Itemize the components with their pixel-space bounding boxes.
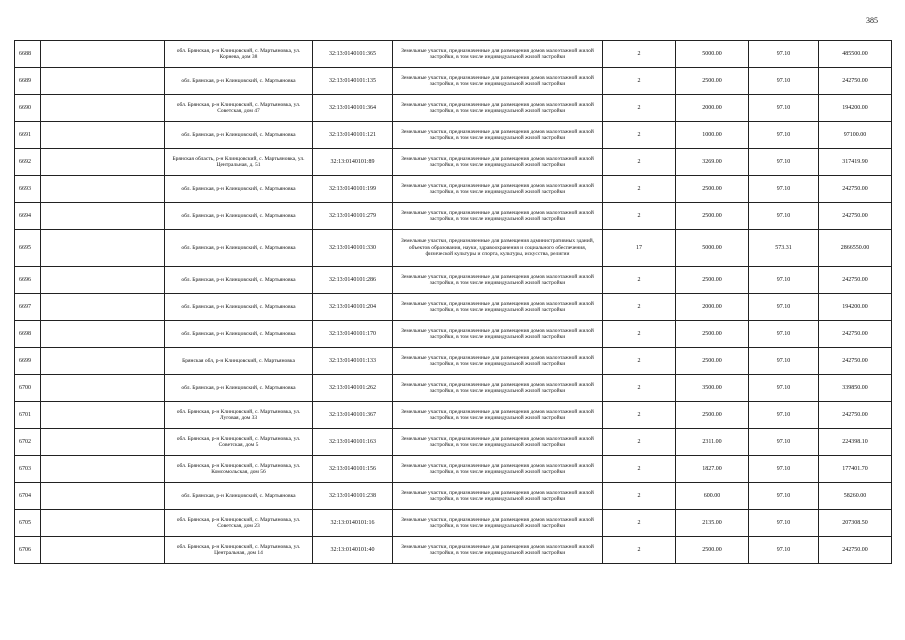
cell-cadastral-value: 485500.00 — [819, 41, 892, 68]
cell-land-use: Земельные участки, предназначенные для размещения домов малоэтажной жилой застройки, в том числе индивидуальной жилой застройки — [393, 176, 603, 203]
cell-unit-value: 97.10 — [749, 402, 819, 429]
cell-cadastral-number: 32:13:0140101:238 — [313, 483, 393, 510]
cell-area: 2500.00 — [676, 68, 749, 95]
cell-blank — [41, 230, 165, 267]
cell-row-number: 6698 — [15, 321, 41, 348]
cell-cadastral-value: 242750.00 — [819, 267, 892, 294]
cell-row-number: 6695 — [15, 230, 41, 267]
cell-cadastral-value: 177401.70 — [819, 456, 892, 483]
cell-land-use-code: 17 — [603, 230, 676, 267]
table-row — [15, 375, 892, 402]
cell-row-number: 6690 — [15, 95, 41, 122]
cell-land-use: Земельные участки, предназначенные для размещения домов малоэтажной жилой застройки, в том числе индивидуальной жилой застройки — [393, 348, 603, 375]
cell-unit-value: 97.10 — [749, 122, 819, 149]
cell-cadastral-value: 339850.00 — [819, 375, 892, 402]
cell-cadastral-number: 32:13:0140101:199 — [313, 176, 393, 203]
cell-area: 2500.00 — [676, 348, 749, 375]
cell-row-number: 6703 — [15, 456, 41, 483]
cell-cadastral-number: 32:13:0140101:135 — [313, 68, 393, 95]
cell-land-use: Земельные участки, предназначенные для размещения домов малоэтажной жилой застройки, в том числе индивидуальной жилой застройки — [393, 203, 603, 230]
cell-cadastral-number: 32:13:0140101:170 — [313, 321, 393, 348]
cell-area: 2500.00 — [676, 267, 749, 294]
cell-row-number: 6704 — [15, 483, 41, 510]
table-row — [15, 95, 892, 122]
cell-address: Брянская обл, р-н Клинцовский, с. Мартьяновка — [165, 348, 313, 375]
cell-blank — [41, 122, 165, 149]
cell-land-use: Земельные участки, предназначенные для размещения домов малоэтажной жилой застройки, в том числе индивидуальной жилой застройки — [393, 483, 603, 510]
cell-area: 2500.00 — [676, 203, 749, 230]
cell-unit-value: 97.10 — [749, 203, 819, 230]
table-row — [15, 176, 892, 203]
cell-land-use: Земельные участки, предназначенные для размещения домов малоэтажной жилой застройки, в том числе индивидуальной жилой застройки — [393, 402, 603, 429]
cell-area: 600.00 — [676, 483, 749, 510]
cell-cadastral-number: 32:13:0140101:156 — [313, 456, 393, 483]
cell-blank — [41, 537, 165, 564]
cell-blank — [41, 429, 165, 456]
cell-cadastral-number: 32:13:0140101:40 — [313, 537, 393, 564]
cell-unit-value: 97.10 — [749, 483, 819, 510]
cell-row-number: 6705 — [15, 510, 41, 537]
cell-cadastral-value: 194200.00 — [819, 95, 892, 122]
cell-land-use-code: 2 — [603, 294, 676, 321]
cell-land-use: Земельные участки, предназначенные для размещения домов малоэтажной жилой застройки, в том числе индивидуальной жилой застройки — [393, 267, 603, 294]
cell-address: обл. Брянская, р-н Клинцовский, с. Мартьяновка, ул. Советская, дом 5 — [165, 429, 313, 456]
cell-cadastral-number: 32:13:0140101:262 — [313, 375, 393, 402]
cell-row-number: 6697 — [15, 294, 41, 321]
cell-unit-value: 97.10 — [749, 321, 819, 348]
cell-cadastral-value: 242750.00 — [819, 402, 892, 429]
cell-cadastral-value: 317419.90 — [819, 149, 892, 176]
cell-address: обл. Брянская, р-н Клинцовский, с. Мартьяновка, ул. Комсомольская, дом 56 — [165, 456, 313, 483]
cell-address: обл. Брянская, р-н Клинцовский, с. Мартьяновка — [165, 203, 313, 230]
cell-blank — [41, 510, 165, 537]
cell-blank — [41, 348, 165, 375]
cell-area: 2311.00 — [676, 429, 749, 456]
cell-area: 2000.00 — [676, 95, 749, 122]
cell-cadastral-number: 32:13:0140101:286 — [313, 267, 393, 294]
cell-blank — [41, 267, 165, 294]
cell-blank — [41, 321, 165, 348]
cell-blank — [41, 176, 165, 203]
cell-area: 3500.00 — [676, 375, 749, 402]
cell-land-use: Земельные участки, предназначенные для размещения домов малоэтажной жилой застройки, в том числе индивидуальной жилой застройки — [393, 294, 603, 321]
cell-land-use-code: 2 — [603, 149, 676, 176]
cell-unit-value: 97.10 — [749, 375, 819, 402]
table-row — [15, 294, 892, 321]
cell-cadastral-value: 242750.00 — [819, 176, 892, 203]
cell-cadastral-value: 224398.10 — [819, 429, 892, 456]
table-row — [15, 402, 892, 429]
cell-land-use-code: 2 — [603, 537, 676, 564]
cell-unit-value: 97.10 — [749, 456, 819, 483]
cell-cadastral-number: 32:13:0140101:330 — [313, 230, 393, 267]
cell-cadastral-number: 32:13:0140101:365 — [313, 41, 393, 68]
cell-row-number: 6701 — [15, 402, 41, 429]
cell-address: обл. Брянская, р-н Клинцовский, с. Мартьяновка — [165, 122, 313, 149]
cell-blank — [41, 68, 165, 95]
cell-land-use-code: 2 — [603, 375, 676, 402]
cell-land-use-code: 2 — [603, 321, 676, 348]
cell-blank — [41, 402, 165, 429]
cell-cadastral-value: 97100.00 — [819, 122, 892, 149]
cell-land-use: Земельные участки, предназначенные для размещения домов малоэтажной жилой застройки, в том числе индивидуальной жилой застройки — [393, 321, 603, 348]
cell-unit-value: 97.10 — [749, 348, 819, 375]
cell-area: 5000.00 — [676, 230, 749, 267]
cell-land-use: Земельные участки, предназначенные для размещения административных зданий, объектов образования, науки, здравоохранения и социального обеспечения, физической культуры и спорта, культуры, искусства, религии — [393, 230, 603, 267]
cell-address: обл. Брянская, р-н Клинцовский, с. Мартьяновка — [165, 176, 313, 203]
cell-cadastral-number: 32:13:0140101:367 — [313, 402, 393, 429]
cell-land-use-code: 2 — [603, 456, 676, 483]
cell-land-use-code: 2 — [603, 510, 676, 537]
table-row — [15, 149, 892, 176]
cell-row-number: 6688 — [15, 41, 41, 68]
cell-area: 2500.00 — [676, 176, 749, 203]
cell-land-use-code: 2 — [603, 122, 676, 149]
cell-unit-value: 97.10 — [749, 149, 819, 176]
cell-cadastral-value: 242750.00 — [819, 348, 892, 375]
cell-area: 2135.00 — [676, 510, 749, 537]
cell-row-number: 6693 — [15, 176, 41, 203]
cell-row-number: 6702 — [15, 429, 41, 456]
cell-cadastral-value: 242750.00 — [819, 203, 892, 230]
table-row — [15, 429, 892, 456]
cell-unit-value: 97.10 — [749, 68, 819, 95]
table-row — [15, 483, 892, 510]
cell-unit-value: 573.31 — [749, 230, 819, 267]
cell-land-use: Земельные участки, предназначенные для размещения домов малоэтажной жилой застройки, в том числе индивидуальной жилой застройки — [393, 95, 603, 122]
cell-blank — [41, 456, 165, 483]
cell-row-number: 6699 — [15, 348, 41, 375]
cell-land-use-code: 2 — [603, 41, 676, 68]
cell-address: обл. Брянская, р-н Клинцовский, с. Мартьяновка, ул. Корнева, дом 38 — [165, 41, 313, 68]
cell-row-number: 6691 — [15, 122, 41, 149]
cell-area: 2000.00 — [676, 294, 749, 321]
cell-cadastral-number: 32:13:0140101:89 — [313, 149, 393, 176]
cell-cadastral-value: 242750.00 — [819, 68, 892, 95]
cell-area: 2500.00 — [676, 537, 749, 564]
cell-blank — [41, 41, 165, 68]
cell-land-use: Земельные участки, предназначенные для размещения домов малоэтажной жилой застройки, в том числе индивидуальной жилой застройки — [393, 429, 603, 456]
cell-land-use-code: 2 — [603, 95, 676, 122]
cell-land-use-code: 2 — [603, 176, 676, 203]
table-row — [15, 68, 892, 95]
cell-unit-value: 97.10 — [749, 537, 819, 564]
cell-cadastral-value: 207308.50 — [819, 510, 892, 537]
cell-unit-value: 97.10 — [749, 41, 819, 68]
cell-row-number: 6696 — [15, 267, 41, 294]
cell-land-use: Земельные участки, предназначенные для размещения домов малоэтажной жилой застройки, в том числе индивидуальной жилой застройки — [393, 68, 603, 95]
cell-unit-value: 97.10 — [749, 95, 819, 122]
cell-blank — [41, 483, 165, 510]
cell-land-use-code: 2 — [603, 348, 676, 375]
cell-land-use: Земельные участки, предназначенные для размещения домов малоэтажной жилой застройки, в том числе индивидуальной жилой застройки — [393, 537, 603, 564]
table-row — [15, 321, 892, 348]
cell-row-number: 6700 — [15, 375, 41, 402]
cell-address: обл. Брянская, р-н Клинцовский, с. Мартьяновка — [165, 267, 313, 294]
table-body — [15, 41, 892, 564]
cell-row-number: 6692 — [15, 149, 41, 176]
cell-blank — [41, 375, 165, 402]
cell-address: обл. Брянская, р-н Клинцовский, с. Мартьяновка, ул. Луговая, дом 33 — [165, 402, 313, 429]
cell-land-use-code: 2 — [603, 483, 676, 510]
table-row — [15, 348, 892, 375]
cell-cadastral-value: 242750.00 — [819, 537, 892, 564]
cell-land-use: Земельные участки, предназначенные для размещения домов малоэтажной жилой застройки, в том числе индивидуальной жилой застройки — [393, 41, 603, 68]
cell-address: обл. Брянская, р-н Клинцовский, с. Мартьяновка, ул. Советская, дом 23 — [165, 510, 313, 537]
cell-cadastral-value: 242750.00 — [819, 321, 892, 348]
cell-unit-value: 97.10 — [749, 294, 819, 321]
cell-land-use: Земельные участки, предназначенные для размещения домов малоэтажной жилой застройки, в том числе индивидуальной жилой застройки — [393, 375, 603, 402]
cell-row-number: 6694 — [15, 203, 41, 230]
cell-land-use-code: 2 — [603, 203, 676, 230]
cell-address: обл. Брянская, р-н Клинцовский, с. Мартьяновка — [165, 483, 313, 510]
cell-cadastral-number: 32:13:0140101:133 — [313, 348, 393, 375]
cell-cadastral-number: 32:13:0140101:279 — [313, 203, 393, 230]
cell-address: обл. Брянская, р-н Клинцовский, с. Мартьяновка, ул. Центральная, дом 14 — [165, 537, 313, 564]
table-row — [15, 41, 892, 68]
cell-area: 1000.00 — [676, 122, 749, 149]
cell-land-use-code: 2 — [603, 429, 676, 456]
cell-address: обл. Брянская, р-н Клинцовский, с. Мартьяновка — [165, 68, 313, 95]
table-row — [15, 537, 892, 564]
cell-cadastral-number: 32:13:0140101:364 — [313, 95, 393, 122]
table-row — [15, 203, 892, 230]
cell-area: 3269.00 — [676, 149, 749, 176]
table-row — [15, 510, 892, 537]
cell-unit-value: 97.10 — [749, 176, 819, 203]
table-row — [15, 122, 892, 149]
cell-cadastral-value: 2866550.00 — [819, 230, 892, 267]
cell-land-use: Земельные участки, предназначенные для размещения домов малоэтажной жилой застройки, в том числе индивидуальной жилой застройки — [393, 456, 603, 483]
cell-cadastral-number: 32:13:0140101:204 — [313, 294, 393, 321]
table-row — [15, 267, 892, 294]
cell-land-use-code: 2 — [603, 68, 676, 95]
cell-cadastral-value: 58260.00 — [819, 483, 892, 510]
cell-area: 1827.00 — [676, 456, 749, 483]
cell-row-number: 6689 — [15, 68, 41, 95]
cell-unit-value: 97.10 — [749, 267, 819, 294]
cell-blank — [41, 294, 165, 321]
cell-cadastral-value: 194200.00 — [819, 294, 892, 321]
cell-address: обл. Брянская, р-н Клинцовский, с. Мартьяновка — [165, 375, 313, 402]
cell-address: Брянская область, р-н Клинцовский, с. Мартьяновка, ул. Центральная, д. 51 — [165, 149, 313, 176]
cell-address: обл. Брянская, р-н Клинцовский, с. Мартьяновка — [165, 321, 313, 348]
table-row — [15, 230, 892, 267]
cell-cadastral-number: 32:13:0140101:121 — [313, 122, 393, 149]
cell-area: 2500.00 — [676, 402, 749, 429]
cell-land-use: Земельные участки, предназначенные для размещения домов малоэтажной жилой застройки, в том числе индивидуальной жилой застройки — [393, 149, 603, 176]
cell-area: 5000.00 — [676, 41, 749, 68]
cell-blank — [41, 95, 165, 122]
cell-land-use: Земельные участки, предназначенные для размещения домов малоэтажной жилой застройки, в том числе индивидуальной жилой застройки — [393, 122, 603, 149]
cell-address: обл. Брянская, р-н Клинцовский, с. Мартьяновка — [165, 230, 313, 267]
cell-land-use-code: 2 — [603, 402, 676, 429]
cell-cadastral-number: 32:13:0140101:163 — [313, 429, 393, 456]
table-row — [15, 456, 892, 483]
cell-cadastral-number: 32:13:0140101:16 — [313, 510, 393, 537]
cell-address: обл. Брянская, р-н Клинцовский, с. Мартьяновка, ул. Советская, дом 47 — [165, 95, 313, 122]
cell-blank — [41, 203, 165, 230]
cell-unit-value: 97.10 — [749, 429, 819, 456]
cell-land-use-code: 2 — [603, 267, 676, 294]
land-plots-table — [14, 40, 892, 564]
cell-area: 2500.00 — [676, 321, 749, 348]
cell-address: обл. Брянская, р-н Клинцовский, с. Мартьяновка — [165, 294, 313, 321]
cell-row-number: 6706 — [15, 537, 41, 564]
page-number: 385 — [866, 16, 878, 25]
cell-blank — [41, 149, 165, 176]
cell-unit-value: 97.10 — [749, 510, 819, 537]
cell-land-use: Земельные участки, предназначенные для размещения домов малоэтажной жилой застройки, в том числе индивидуальной жилой застройки — [393, 510, 603, 537]
